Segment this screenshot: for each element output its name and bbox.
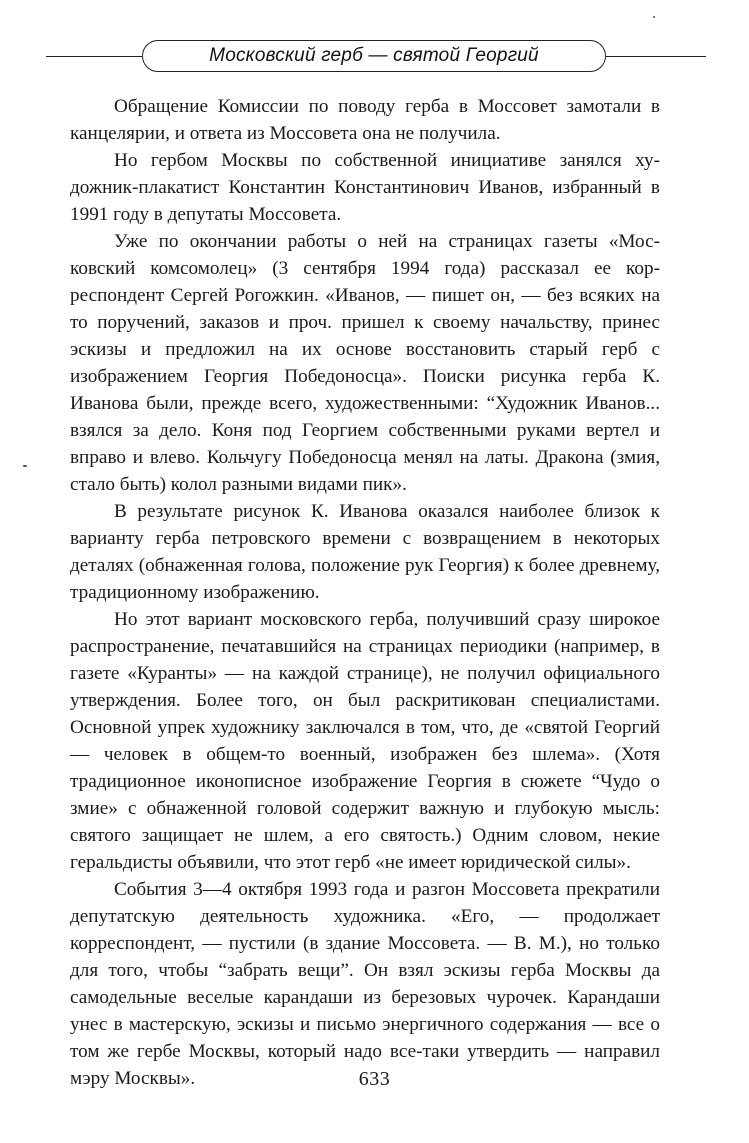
running-header-title: Московский герб — святой Георгий bbox=[209, 45, 539, 66]
scan-speck bbox=[653, 16, 655, 18]
page-number: 633 bbox=[358, 1068, 391, 1090]
body-text bbox=[70, 93, 660, 1092]
running-header bbox=[46, 40, 706, 74]
scan-speck bbox=[23, 465, 27, 467]
header-rule-left bbox=[46, 56, 142, 57]
paragraph: В результате рисунок К. Иванова оказался наиболее близок к варианту герба петровского времени с возвращением в некоторых деталях (обнаженная голова, положение рук Георгия) к более древнему, традиционному изображению. bbox=[70, 501, 660, 603]
paragraph: Обращение Комиссии по поводу герба в Моссовет замотали в канцелярии, и ответа из Моссовета она не получила. bbox=[70, 96, 660, 144]
header-cartouche bbox=[142, 40, 606, 72]
header-rule-right bbox=[606, 56, 706, 57]
paragraph: Уже по окончании работы о ней на страницах газеты «Московский комсомолец» (3 сентября 1994 года) рассказал ее корреспондент Сергей Рогожкин. «Иванов, — пишет он, — без всяких на то поручений, заказов и проч. пришел к своему начальству, принес эскизы и предложил на их основе восстановить старый герб с изображением Георгия Победоносца». Поиски рисунка герба К. Иванова были, прежде всего, художественными: “Художник Иванов... взялся за дело. Коня под Георгием собственными руками вертел и вправо и влево. Кольчугу Победоносца менял на латы. Дракона (змия, стало быть) колол разными видами пик». bbox=[70, 231, 660, 495]
paragraph: Но этот вариант московского герба, получивший сразу широкое распространение, печатавшийся на страницах периодики (например, в газете «Куранты» — на каждой странице), не получил официального утверждения. Более того, он был раскритикован специалистами. Основной упрек художнику заключался в том, что, де «святой Георгий — человек в общем-то военный, изображен без шлема». (Хотя традиционное иконописное изображение Георгия в сюжете “Чудо о змие» с обнаженной головой содержит важную и глубокую мысль: святого защищает не шлем, а его святость.) Одним словом, некие геральдисты объявили, что этот герб «не имеет юридической силы». bbox=[70, 609, 660, 873]
paragraph: Но гербом Москвы по собственной инициативе занялся художник-плакатист Константин Константинович Иванов, избранный в 1991 году в депутаты Моссовета. bbox=[70, 150, 660, 225]
paragraph: События 3—4 октября 1993 года и разгон Моссовета прекратили депутатскую деятельность художника. «Его, — продолжает корреспондент, — пустили (в здание Моссовета. — В. М.), но только для того, чтобы “забрать вещи”. Он взял эскизы герба Москвы да самодельные веселые карандаши из березовых чурочек. Карандаши унес в мастерскую, эскизы и письмо энергичного содержания — все о том же гербе Москвы, который надо все-таки утвердить — направил мэру Москвы». bbox=[70, 879, 660, 1089]
